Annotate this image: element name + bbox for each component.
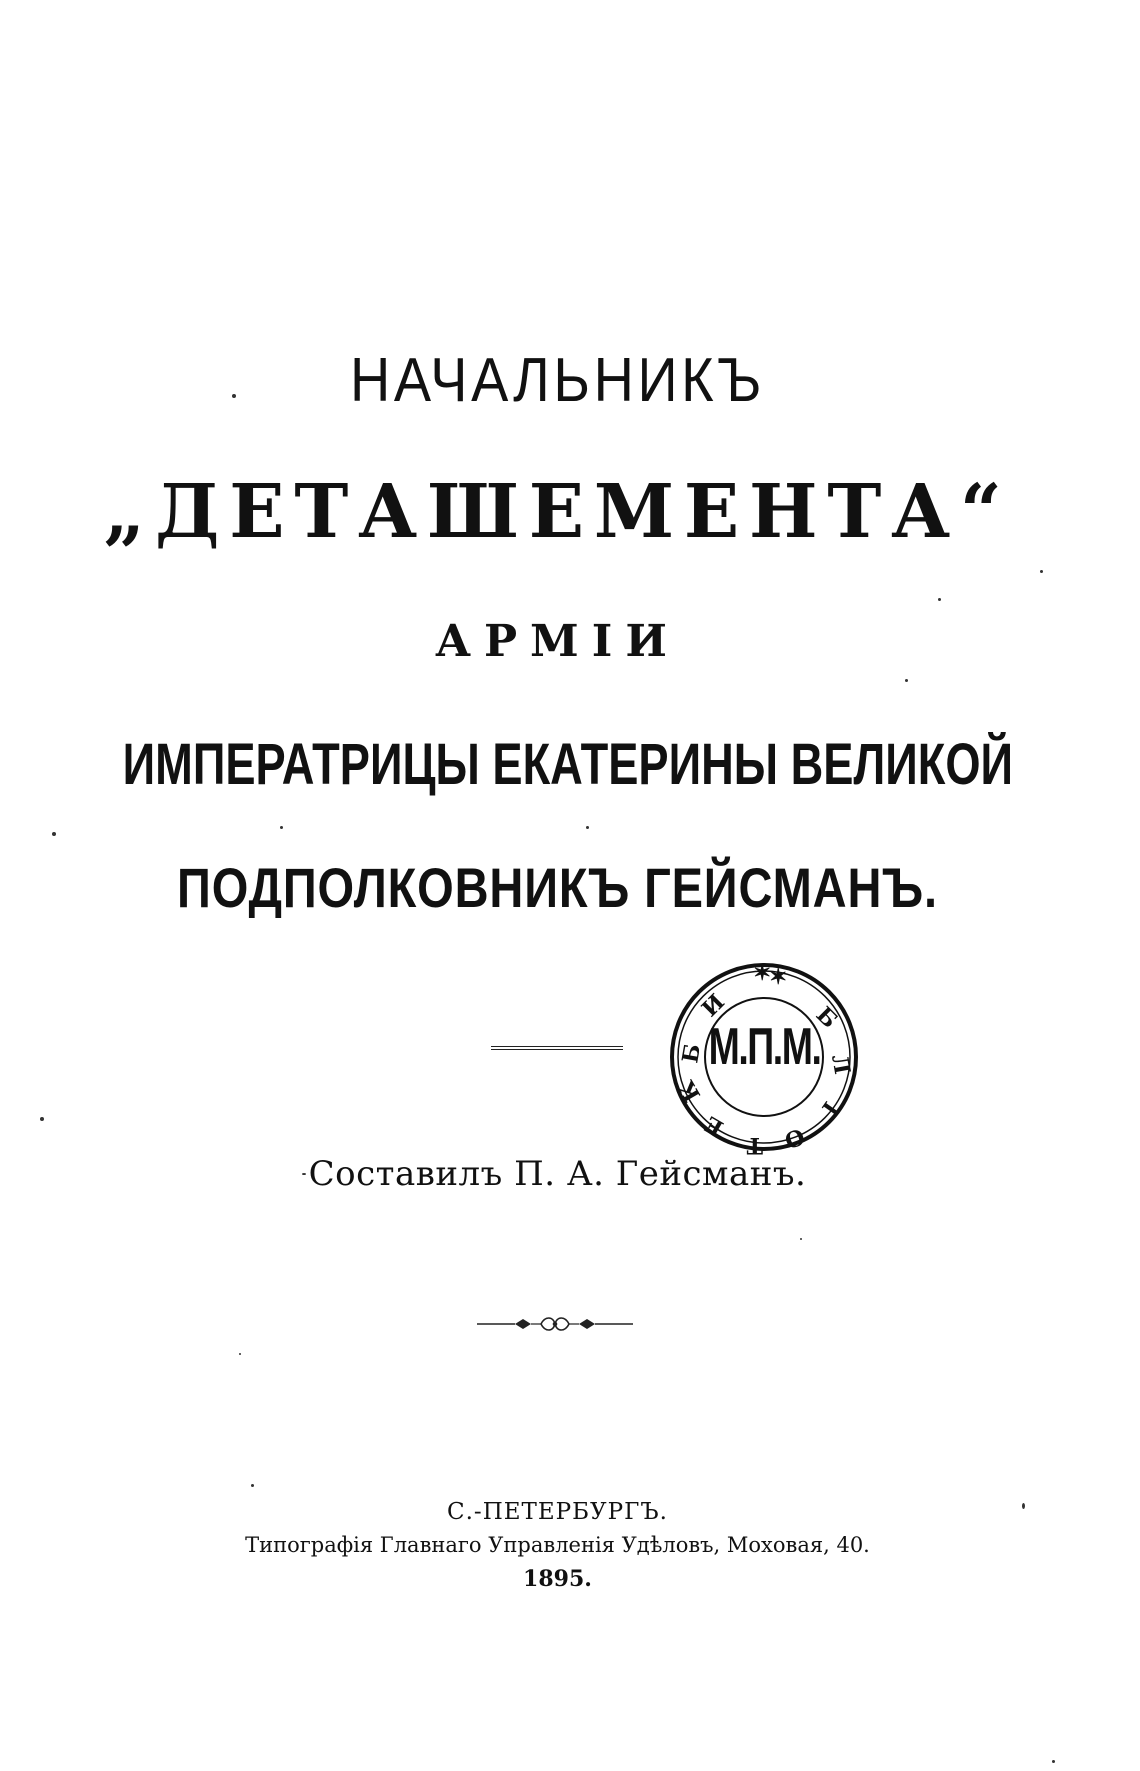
svg-text:Б: Б xyxy=(677,1042,707,1066)
scan-speck xyxy=(52,832,56,836)
scan-speck xyxy=(302,1173,306,1175)
svg-text:К: К xyxy=(673,1075,707,1106)
scan-speck xyxy=(1052,1760,1055,1763)
svg-text:И: И xyxy=(696,989,730,1023)
scan-speck xyxy=(938,598,941,601)
svg-text:Е: Е xyxy=(700,1110,728,1142)
library-stamp xyxy=(667,960,862,1155)
svg-text:О: О xyxy=(780,1122,808,1154)
imprint-press: Типографія Главнаго Управленія Удѣловъ, Моховая, 40. xyxy=(245,1533,870,1557)
title-line-2: „ДЕТАШЕМЕНТА“ xyxy=(103,469,1012,555)
svg-text:Т: Т xyxy=(746,1132,763,1155)
title-line-1: НАЧАЛЬНИКЪ xyxy=(349,346,766,415)
scan-speck xyxy=(251,1484,254,1487)
imprint-city: С.-ПЕТЕРБУРГЪ. xyxy=(447,1499,668,1525)
scan-speck xyxy=(40,1117,44,1121)
scan-speck xyxy=(239,1353,241,1355)
stamp-center-text: М.П.М. xyxy=(708,1018,821,1076)
title-line-3: АРМІИ xyxy=(435,616,680,667)
scan-speck xyxy=(280,826,283,829)
scan-speck xyxy=(800,1238,802,1240)
title-line-5: ПОДПОЛКОВНИКЪ ГЕЙСМАНЪ. xyxy=(177,856,938,919)
printers-ornament xyxy=(475,1312,635,1336)
scan-speck xyxy=(1040,570,1043,573)
svg-text:І: І xyxy=(816,1096,844,1120)
author-line: Составилъ П. А. Гейсманъ. xyxy=(308,1154,807,1194)
title-line-4: ИМПЕРАТРИЦЫ ЕКАТЕРИНЫ ВЕЛИКОЙ xyxy=(122,732,1014,797)
svg-text:Б: Б xyxy=(810,1001,843,1034)
svg-text:Л: Л xyxy=(826,1052,856,1077)
svg-text:✶: ✶ xyxy=(753,960,772,986)
scan-speck xyxy=(232,394,236,398)
scan-speck xyxy=(905,679,908,682)
scan-speck xyxy=(1022,1503,1025,1509)
scan-speck xyxy=(586,826,589,829)
svg-text:✶: ✶ xyxy=(769,964,788,990)
divider-rule xyxy=(491,1046,623,1050)
imprint-year: 1895. xyxy=(523,1566,592,1592)
